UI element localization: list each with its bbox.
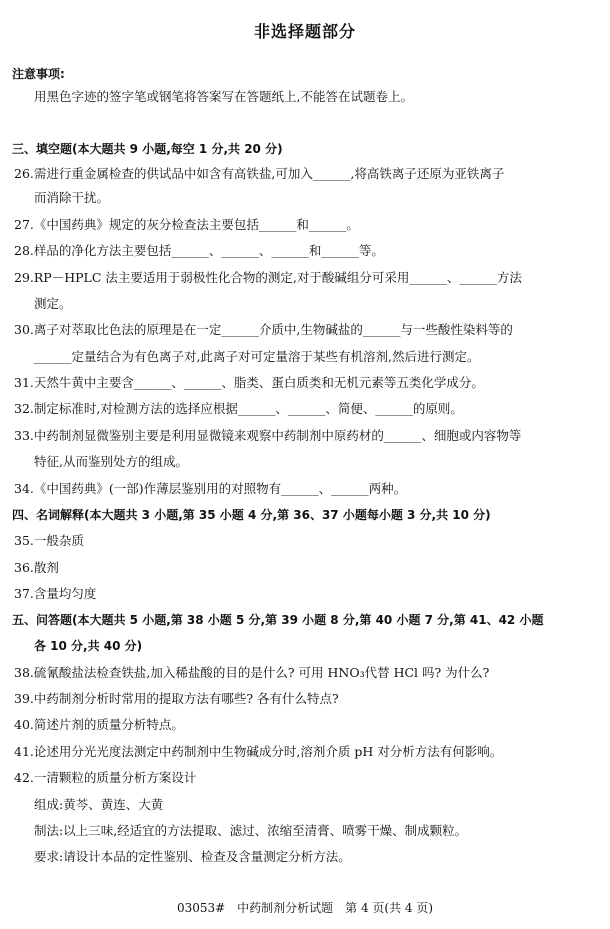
- question-42-requirement: 要求:请设计本品的定性鉴别、检查及含量测定分析方法。: [34, 849, 351, 864]
- notice-heading: 注意事项:: [12, 67, 65, 81]
- question-32: 32.制定标准时,对检测方法的选择应根据______、______、简便、______的原则。: [14, 401, 463, 416]
- page-title: 非选择题部分: [253, 22, 356, 41]
- question-28: 28.样品的净化方法主要包括______、______、______和______等。: [14, 243, 384, 258]
- question-31: 31.天然牛黄中主要含______、______、脂类、蛋白质类和无机元素等五类化学成分。: [14, 375, 484, 390]
- section3-heading: 三、填空题(本大题共 9 小题,每空 1 分,共 20 分): [12, 142, 283, 156]
- question-42-method: 制法:以上三味,经适宜的方法提取、滤过、浓缩至清膏、喷雾干燥、制成颗粒。: [34, 823, 468, 838]
- page-footer: 03053# 中药制剂分析试题 第 4 页(共 4 页): [176, 901, 434, 915]
- question-41: 41.论述用分光光度法测定中药制剂中生物碱成分时,溶剂介质 pH 对分析方法有何影响。: [14, 744, 503, 759]
- question-27: 27.《中国药典》规定的灰分检查法主要包括______和______。: [14, 217, 359, 232]
- question-36: 36.散剂: [14, 560, 59, 575]
- question-29-cont: 测定。: [34, 296, 72, 311]
- section4-heading: 四、名词解释(本大题共 3 小题,第 35 小题 4 分,第 36、37 小题每小题 3 分,共 10 分): [12, 508, 491, 522]
- section5-heading-cont: 各 10 分,共 40 分): [34, 639, 143, 653]
- question-26: 26.需进行重金属检查的供试品中如含有高铁盐,可加入______,将高铁离子还原为亚铁离子: [14, 166, 505, 181]
- question-29: 29.RP－HPLC 法主要适用于弱极性化合物的测定,对于酸碱组分可采用______、______方法: [14, 270, 522, 285]
- question-26-cont: 而消除干扰。: [34, 190, 110, 205]
- question-33-cont: 特征,从而鉴别处方的组成。: [34, 454, 188, 469]
- question-34: 34.《中国药典》(一部)作薄层鉴别用的对照物有______、______两种。: [14, 481, 407, 496]
- question-37: 37.含量均匀度: [14, 586, 97, 601]
- question-40: 40.简述片剂的质量分析特点。: [14, 717, 184, 732]
- question-42: 42.一清颗粒的质量分析方案设计: [14, 770, 197, 785]
- question-33: 33.中药制剂显微鉴别主要是利用显微镜来观察中药制剂中原药材的______、细胞或内容物等: [14, 428, 522, 443]
- question-38: 38.硫氰酸盐法检查铁盐,加入稀盐酸的目的是什么? 可用 HNO₃代替 HCl 吗? 为什么?: [14, 665, 490, 680]
- question-30-cont: ______定量结合为有色离子对,此离子对可定量溶于某些有机溶剂,然后进行测定。: [34, 349, 480, 364]
- question-35: 35.一般杂质: [14, 533, 84, 548]
- question-30: 30.离子对萃取比色法的原理是在一定______介质中,生物碱盐的______与一些酸性染料等的: [14, 322, 513, 337]
- question-39: 39.中药制剂分析时常用的提取方法有哪些? 各有什么特点?: [14, 691, 339, 706]
- notice-text: 用黑色字迹的签字笔或钢笔将答案写在答题纸上,不能答在试题卷上。: [34, 89, 413, 104]
- section5-heading: 五、问答题(本大题共 5 小题,第 38 小题 5 分,第 39 小题 8 分,第 40 小题 7 分,第 41、42 小题: [12, 613, 544, 627]
- question-42-composition: 组成:黄芩、黄连、大黄: [34, 797, 164, 812]
